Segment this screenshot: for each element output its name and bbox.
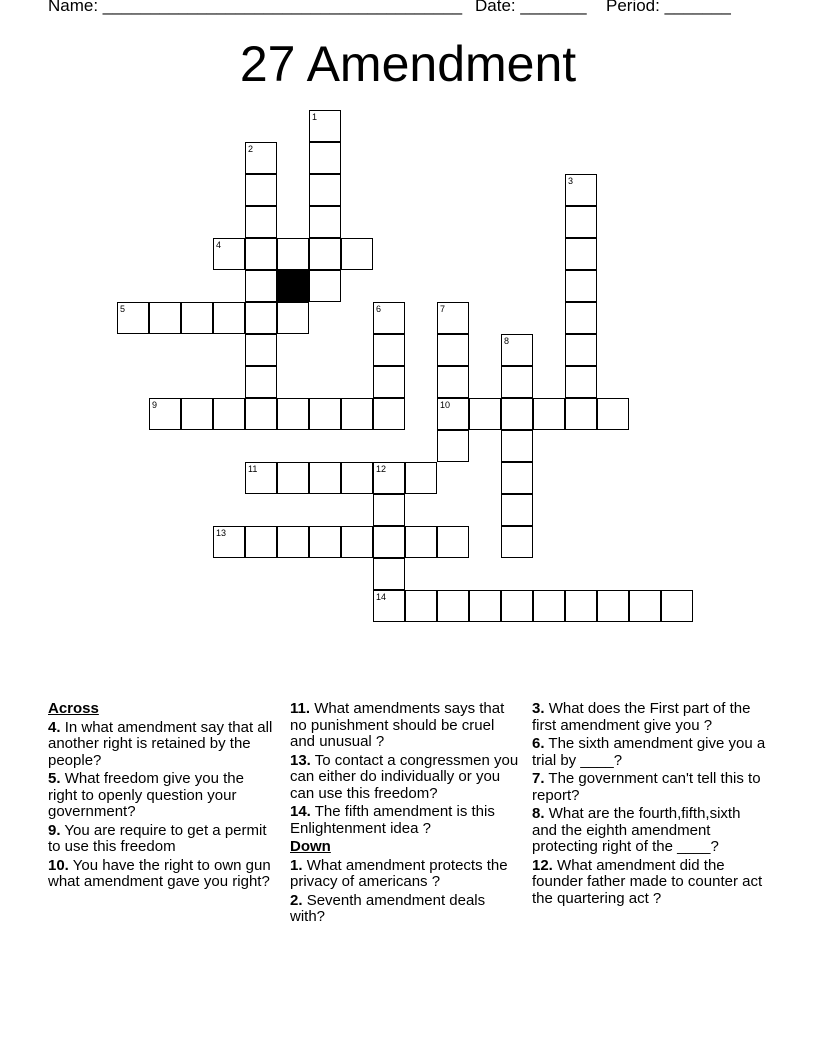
crossword-cell[interactable] <box>501 590 533 622</box>
crossword-cell[interactable] <box>501 334 533 366</box>
crossword-cell[interactable] <box>469 590 501 622</box>
crossword-cell[interactable] <box>181 302 213 334</box>
page-title: 27 Amendment <box>239 36 577 92</box>
crossword-cell[interactable] <box>245 302 277 334</box>
crossword-cell[interactable] <box>309 206 341 238</box>
crossword-cell[interactable] <box>373 462 405 494</box>
clue-across-14: 14. The fifth amendment is this Enlightenment idea ? <box>290 803 495 837</box>
crossword-cell[interactable] <box>309 398 341 430</box>
crossword-cell[interactable] <box>373 366 405 398</box>
crossword-cell[interactable] <box>309 462 341 494</box>
crossword-cell[interactable] <box>373 494 405 526</box>
crossword-cell[interactable] <box>213 398 245 430</box>
cell-clue-number: 1 <box>312 112 318 122</box>
crossword-cell[interactable] <box>405 462 437 494</box>
crossword-cell[interactable] <box>469 398 501 430</box>
crossword-cell[interactable] <box>277 238 309 270</box>
cell-clue-number: 11 <box>248 464 258 474</box>
crossword-cell[interactable] <box>309 174 341 206</box>
date-field-label: Date: _______ <box>475 0 587 15</box>
crossword-cell[interactable] <box>277 462 309 494</box>
clue-down-1: 1. What amendment protects the privacy of americans ? <box>290 856 508 890</box>
clue-across-10: 10. You have the right to own gun what amendment gave you right? <box>48 856 271 890</box>
clue-down-2: 2. Seventh amendment deals with? <box>290 891 486 925</box>
down-heading: Down <box>290 838 331 855</box>
crossword-cell[interactable] <box>277 302 309 334</box>
crossword-cell[interactable] <box>565 206 597 238</box>
crossword-cell[interactable] <box>245 334 277 366</box>
crossword-cell[interactable] <box>245 206 277 238</box>
clue-across-13: 13. To contact a congressmen you can either do individually or you can use this freedom? <box>290 751 519 802</box>
crossword-cell[interactable] <box>277 526 309 558</box>
crossword-cell[interactable] <box>405 526 437 558</box>
crossword-cell[interactable] <box>341 238 373 270</box>
crossword-cell[interactable] <box>245 270 277 302</box>
cell-clue-number: 5 <box>120 304 126 314</box>
name-field-label: Name: ______________________________________ <box>48 0 463 15</box>
crossword-cell[interactable] <box>149 398 181 430</box>
crossword-cell[interactable] <box>437 430 469 462</box>
crossword-cell[interactable] <box>213 526 245 558</box>
crossword-cell[interactable] <box>373 590 405 622</box>
crossword-cell[interactable] <box>245 174 277 206</box>
crossword-cell[interactable] <box>437 334 469 366</box>
crossword-cell[interactable] <box>437 590 469 622</box>
crossword-cell[interactable] <box>373 334 405 366</box>
crossword-cell[interactable] <box>501 430 533 462</box>
crossword-cell[interactable] <box>309 526 341 558</box>
cell-clue-number: 8 <box>504 336 510 346</box>
crossword-cell[interactable] <box>373 558 405 590</box>
crossword-cell[interactable] <box>565 366 597 398</box>
cell-clue-number: 13 <box>216 528 227 538</box>
crossword-cell[interactable] <box>533 590 565 622</box>
clues-column-1 <box>48 701 273 893</box>
crossword-cell[interactable] <box>373 302 405 334</box>
crossword-cell[interactable] <box>437 526 469 558</box>
cell-clue-number: 14 <box>376 592 387 602</box>
crossword-cell[interactable] <box>501 526 533 558</box>
crossword-cell[interactable] <box>565 238 597 270</box>
crossword-cell[interactable] <box>501 462 533 494</box>
crossword-cell[interactable] <box>437 398 469 430</box>
cell-clue-number: 4 <box>216 240 222 250</box>
crossword-cell[interactable] <box>117 302 149 334</box>
crossword-cell[interactable] <box>341 398 373 430</box>
cell-clue-number: 12 <box>376 464 387 474</box>
clue-down-6: 6. The sixth amendment give you a trial by ____? <box>532 735 766 769</box>
blocked-cell <box>277 270 309 302</box>
crossword-cell[interactable] <box>245 462 277 494</box>
crossword-cell[interactable] <box>341 462 373 494</box>
crossword-cell[interactable] <box>309 142 341 174</box>
cell-clue-number: 7 <box>440 304 446 314</box>
crossword-cell[interactable] <box>629 590 661 622</box>
crossword-cell[interactable] <box>661 590 693 622</box>
crossword-cell[interactable] <box>245 238 277 270</box>
crossword-cell[interactable] <box>565 334 597 366</box>
crossword-cell[interactable] <box>309 110 341 142</box>
clue-across-5: 5. What freedom give you the right to openly question your government? <box>48 770 244 820</box>
cell-clue-number: 10 <box>440 400 451 410</box>
clue-down-8: 8. What are the fourth,fifth,sixth and the eighth amendment protecting right of the ____? <box>532 805 741 855</box>
clue-down-12: 12. What amendment did the founder father made to counter act the quartering act ? <box>532 856 763 907</box>
crossword-cell[interactable] <box>245 526 277 558</box>
crossword-cell[interactable] <box>341 526 373 558</box>
clue-across-9: 9. You are require to get a permit to use this freedom <box>48 821 267 855</box>
clues-column-3 <box>532 701 767 909</box>
clues-column-2 <box>290 701 520 928</box>
crossword-cell[interactable] <box>309 238 341 270</box>
crossword-cell[interactable] <box>373 526 405 558</box>
crossword-cell[interactable] <box>597 398 629 430</box>
crossword-cell[interactable] <box>597 590 629 622</box>
cell-clue-number: 3 <box>568 176 574 186</box>
clue-down-3: 3. What does the First part of the first amendment give you ? <box>532 700 751 734</box>
crossword-cell[interactable] <box>565 270 597 302</box>
crossword-cell[interactable] <box>245 142 277 174</box>
crossword-cell[interactable] <box>437 366 469 398</box>
clue-across-4: 4. In what amendment say that all another right is retained by the people? <box>48 718 273 769</box>
cell-clue-number: 9 <box>152 400 158 410</box>
crossword-cell[interactable] <box>213 302 245 334</box>
crossword-cell[interactable] <box>565 590 597 622</box>
crossword-cell[interactable] <box>149 302 181 334</box>
crossword-cell[interactable] <box>245 366 277 398</box>
crossword-cell[interactable] <box>213 238 245 270</box>
crossword-cell[interactable] <box>309 270 341 302</box>
clue-down-7: 7. The government can't tell this to report? <box>532 770 761 804</box>
crossword-cell[interactable] <box>245 398 277 430</box>
crossword-cell[interactable] <box>565 398 597 430</box>
period-field-label: Period: _______ <box>606 0 731 15</box>
crossword-cell[interactable] <box>501 398 533 430</box>
crossword-cell[interactable] <box>373 398 405 430</box>
crossword-cell[interactable] <box>565 174 597 206</box>
crossword-cell[interactable] <box>405 590 437 622</box>
cell-clue-number: 6 <box>376 304 382 314</box>
clue-across-11: 11. What amendments says that no punishment should be cruel and unusual ? <box>290 700 505 750</box>
crossword-cell[interactable] <box>501 494 533 526</box>
crossword-cell[interactable] <box>501 366 533 398</box>
crossword-cell[interactable] <box>565 302 597 334</box>
crossword-cell[interactable] <box>437 302 469 334</box>
crossword-cell[interactable] <box>181 398 213 430</box>
crossword-cell[interactable] <box>533 398 565 430</box>
across-heading: Across <box>48 700 99 717</box>
crossword-cell[interactable] <box>277 398 309 430</box>
cell-clue-number: 2 <box>248 144 254 154</box>
